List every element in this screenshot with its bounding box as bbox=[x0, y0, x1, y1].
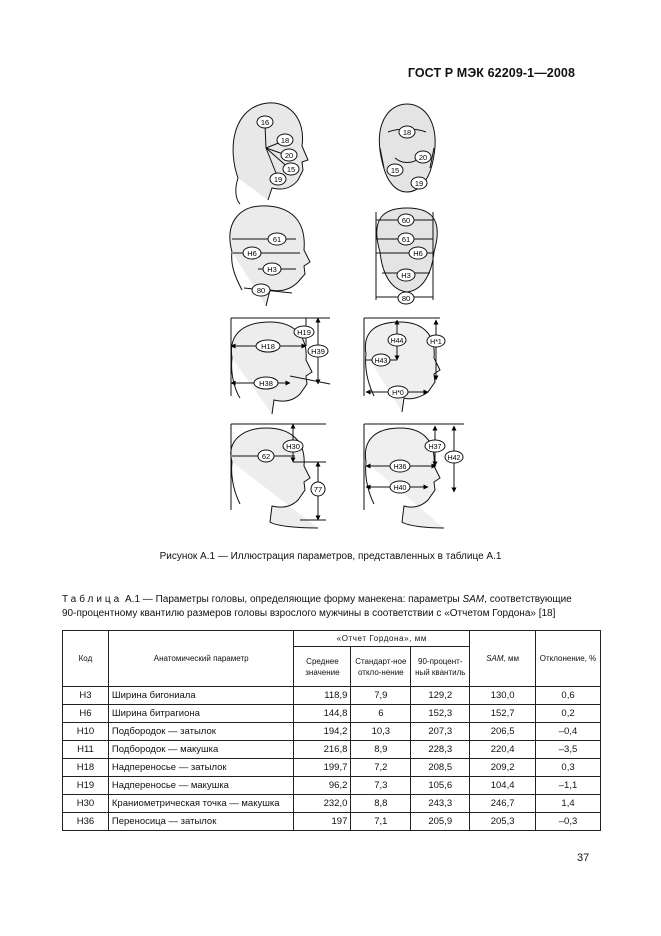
fig6-label: H*0 bbox=[392, 390, 404, 397]
fig8-label: H42 bbox=[447, 455, 461, 462]
parameters-table bbox=[62, 630, 601, 831]
fig8-label: H40 bbox=[393, 485, 407, 492]
cell-mean: 144,8 bbox=[294, 705, 351, 723]
table-row bbox=[63, 813, 601, 831]
cell-dev: –3,5 bbox=[536, 741, 601, 759]
fig4-label: 61 bbox=[401, 235, 411, 244]
table-row bbox=[63, 759, 601, 777]
fig2-label: 19 bbox=[414, 179, 424, 188]
cell-dev: –0,3 bbox=[536, 813, 601, 831]
cell-mean: 216,8 bbox=[294, 741, 351, 759]
cell-param: Подбородок — затылок bbox=[108, 723, 294, 741]
cell-q90: 243,3 bbox=[411, 795, 470, 813]
cell-sam: 152,7 bbox=[470, 705, 536, 723]
cell-param: Краниометрическая точка — макушка bbox=[108, 795, 294, 813]
fig6-label: H*1 bbox=[430, 339, 442, 346]
fig5-label: H38 bbox=[259, 379, 273, 388]
figure-8-side-circumference bbox=[364, 424, 464, 528]
cell-q90: 152,3 bbox=[411, 705, 470, 723]
cell-mean: 96,2 bbox=[294, 777, 351, 795]
fig6-label: H43 bbox=[374, 358, 388, 365]
cell-code: H11 bbox=[63, 741, 109, 759]
fig5-label: H39 bbox=[311, 347, 325, 356]
figure-caption: Рисунок А.1 — Иллюстрация параметров, представленных в таблице А.1 bbox=[159, 551, 502, 562]
cell-mean: 118,9 bbox=[294, 687, 351, 705]
cell-code: H3 bbox=[63, 687, 109, 705]
table-row bbox=[63, 741, 601, 759]
cell-std: 8,9 bbox=[351, 741, 411, 759]
table-caption-sam: SAM bbox=[462, 594, 485, 605]
cell-param: Ширина бигониала bbox=[108, 687, 294, 705]
cell-q90: 129,2 bbox=[411, 687, 470, 705]
figure-3-side-head bbox=[230, 206, 310, 306]
cell-q90: 105,6 bbox=[411, 777, 470, 795]
table-caption bbox=[62, 593, 602, 621]
cell-dev: 0,2 bbox=[536, 705, 601, 723]
fig4-label: H3 bbox=[401, 271, 411, 280]
header-sam-label: SAM, bbox=[486, 654, 506, 663]
fig1-label: 20 bbox=[284, 151, 294, 160]
fig8-label: H37 bbox=[428, 444, 442, 451]
figure-7-side-vertical bbox=[231, 424, 326, 528]
cell-dev: 1,4 bbox=[536, 795, 601, 813]
cell-param: Переносица — затылок bbox=[108, 813, 294, 831]
cell-mean: 194,2 bbox=[294, 723, 351, 741]
cell-param: Надпереносье — затылок bbox=[108, 759, 294, 777]
table-row bbox=[63, 777, 601, 795]
cell-mean: 232,0 bbox=[294, 795, 351, 813]
fig5-label: H19 bbox=[297, 328, 311, 337]
cell-sam: 209,2 bbox=[470, 759, 536, 777]
table-row bbox=[63, 723, 601, 741]
cell-code: H18 bbox=[63, 759, 109, 777]
table-caption-line2: 90-процентному квантилю размеров головы взрослого мужчины в соответствии с «Отчетом Гордона» [18] bbox=[62, 608, 556, 619]
cell-std: 7,3 bbox=[351, 777, 411, 795]
page-number: 37 bbox=[577, 852, 590, 864]
cell-sam: 206,5 bbox=[470, 723, 536, 741]
table-caption-text-end: , соответствующие bbox=[484, 594, 572, 605]
cell-dev: –0,4 bbox=[536, 723, 601, 741]
header-sam-unit: мм bbox=[508, 654, 520, 663]
fig3-label: H6 bbox=[247, 249, 257, 258]
fig6-label: H44 bbox=[390, 338, 404, 345]
cell-dev: 0,6 bbox=[536, 687, 601, 705]
header-mean: Среднее значение bbox=[294, 647, 351, 687]
fig1-label: 15 bbox=[286, 165, 296, 174]
header-code: Код bbox=[63, 631, 109, 687]
cell-q90: 228,3 bbox=[411, 741, 470, 759]
fig2-label: 20 bbox=[418, 153, 428, 162]
figure-6-side-depths bbox=[364, 318, 445, 412]
cell-std: 7,2 bbox=[351, 759, 411, 777]
cell-param: Ширина битрагиона bbox=[108, 705, 294, 723]
cell-code: H30 bbox=[63, 795, 109, 813]
fig4-label: H6 bbox=[413, 249, 423, 258]
fig4-label: 60 bbox=[401, 216, 411, 225]
fig3-label: H3 bbox=[267, 265, 277, 274]
cell-param: Подбородок — макушка bbox=[108, 741, 294, 759]
fig1-label: 19 bbox=[273, 175, 283, 184]
table-row bbox=[63, 705, 601, 723]
fig2-label: 18 bbox=[402, 128, 412, 137]
fig3-label: 61 bbox=[272, 235, 282, 244]
header-deviation: Отклонение, % bbox=[536, 631, 601, 687]
cell-sam: 205,3 bbox=[470, 813, 536, 831]
fig5-label: H18 bbox=[261, 342, 275, 351]
header-parameter: Анатомический параметр bbox=[108, 631, 294, 687]
fig7-label: 62 bbox=[261, 452, 271, 461]
figure-1-side-profile bbox=[233, 103, 308, 204]
cell-dev: 0,3 bbox=[536, 759, 601, 777]
fig1-label: 16 bbox=[260, 118, 270, 127]
header-sam bbox=[470, 631, 536, 687]
fig4-label: 80 bbox=[401, 294, 411, 303]
fig1-label: 18 bbox=[280, 136, 290, 145]
cell-sam: 104,4 bbox=[470, 777, 536, 795]
cell-std: 6 bbox=[351, 705, 411, 723]
table-caption-text: А.1 — Параметры головы, определяющие форму манекена: параметры bbox=[122, 594, 463, 605]
cell-q90: 207,3 bbox=[411, 723, 470, 741]
fig8-label: H36 bbox=[393, 464, 407, 471]
header-std: Стандарт-ное откло-нение bbox=[351, 647, 411, 687]
document-standard-header: ГОСТ Р МЭК 62209-1—2008 bbox=[407, 66, 575, 80]
cell-dev: –1,1 bbox=[536, 777, 601, 795]
table-caption-word: Таблица bbox=[62, 594, 123, 605]
cell-mean: 197 bbox=[294, 813, 351, 831]
fig2-label: 15 bbox=[390, 166, 400, 175]
cell-code: H6 bbox=[63, 705, 109, 723]
fig7-label: H30 bbox=[286, 442, 300, 451]
fig3-label: 80 bbox=[256, 286, 266, 295]
cell-q90: 205,9 bbox=[411, 813, 470, 831]
table-row bbox=[63, 687, 601, 705]
header-q90: 90-процент-ный квантиль bbox=[411, 647, 470, 687]
figure-2-front-face bbox=[379, 104, 435, 192]
fig7-label: 77 bbox=[313, 485, 323, 494]
cell-std: 7,9 bbox=[351, 687, 411, 705]
cell-code: H19 bbox=[63, 777, 109, 795]
cell-std: 7,1 bbox=[351, 813, 411, 831]
cell-code: H10 bbox=[63, 723, 109, 741]
figure-5-side-lengths bbox=[231, 318, 330, 414]
cell-std: 10,3 bbox=[351, 723, 411, 741]
cell-sam: 130,0 bbox=[470, 687, 536, 705]
cell-code: H36 bbox=[63, 813, 109, 831]
cell-sam: 246,7 bbox=[470, 795, 536, 813]
cell-q90: 208,5 bbox=[411, 759, 470, 777]
table-row bbox=[63, 795, 601, 813]
cell-mean: 199,7 bbox=[294, 759, 351, 777]
cell-sam: 220,4 bbox=[470, 741, 536, 759]
cell-std: 8,8 bbox=[351, 795, 411, 813]
header-gordon-report: «Отчет Гордона», мм bbox=[294, 631, 470, 647]
cell-param: Надпереносье — макушка bbox=[108, 777, 294, 795]
